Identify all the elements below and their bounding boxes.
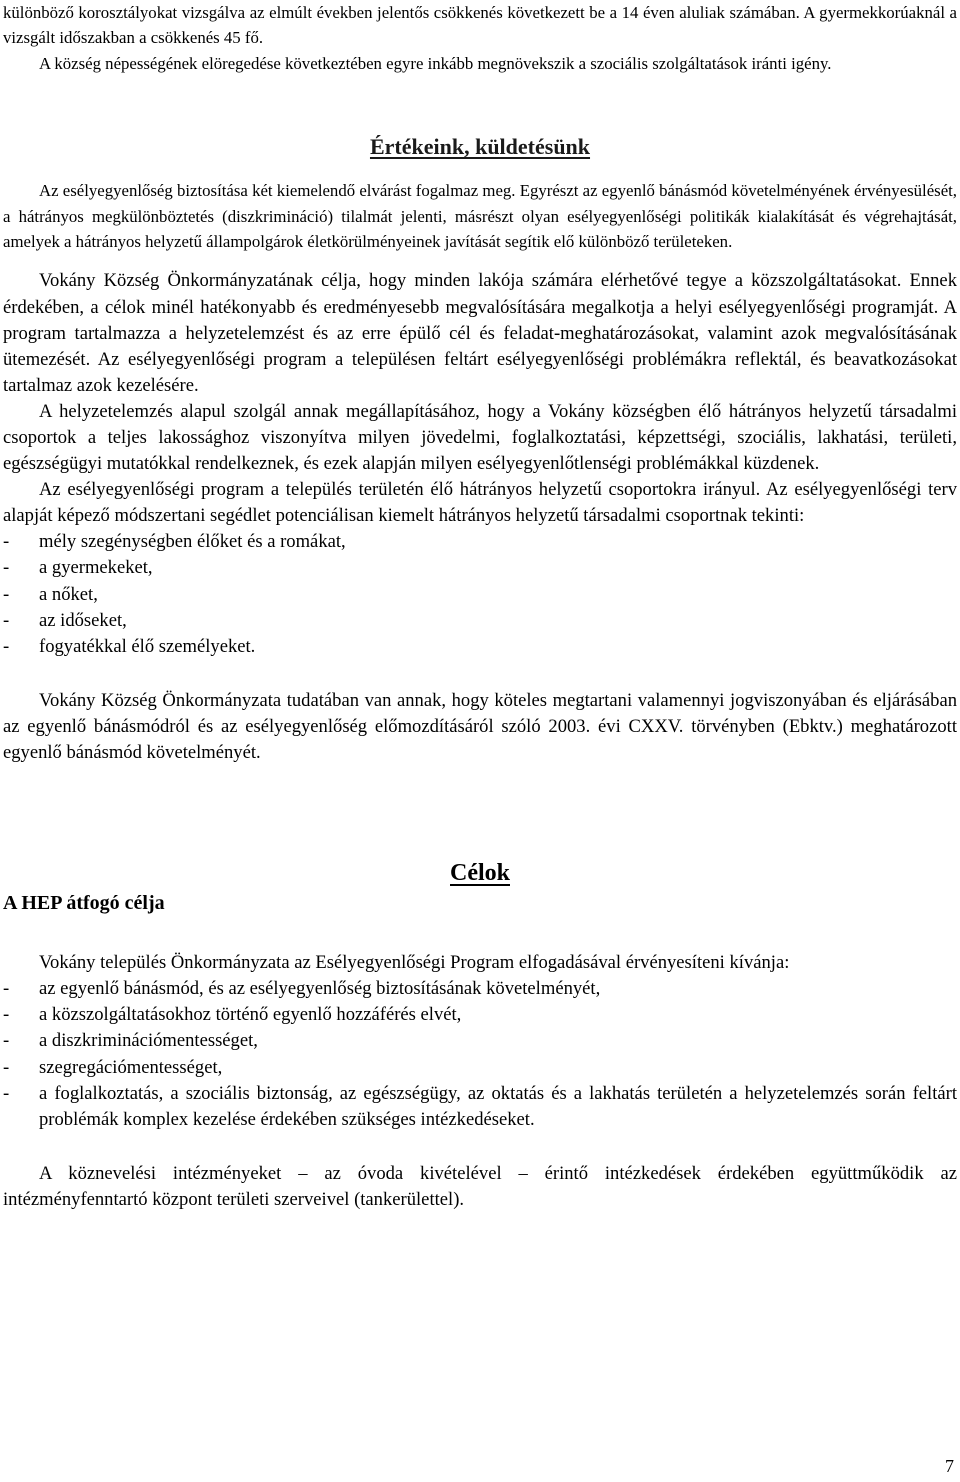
list-item: - a közszolgáltatásokhoz történő egyenlő hozzáférés elvét, bbox=[3, 1004, 462, 1026]
values-paragraph-1: Az esélyegyenlőség biztosítása két kiemelendő elvárást fogalmaz meg. Egyrészt az egyenlő bánásmód követelményének érvényesülését, a hátrányos megkülönböztetés (diszkrimináció) tilalmát jelenti, másrészt olyan esélyegyenlőségi politikák kialakítását és végrehajtását, amelyek a hátrányos helyzetű állampolgárok életkörülményeinek javítását segítik elő különböző területeken. bbox=[3, 181, 957, 252]
intro-block bbox=[3, 0, 957, 76]
intro-paragraph-2: A község népességének elöregedése következtében egyre inkább megnövekszik a szociális szolgáltatások iránti igény. bbox=[39, 53, 832, 73]
section-title-goals: Célok bbox=[450, 860, 510, 887]
goals-heading-block bbox=[3, 860, 957, 922]
goals-paragraph-1: Vokány település Önkormányzata az Esélyegyenlőségi Program elfogadásával érvényesíteni kívánja: bbox=[39, 952, 790, 974]
list-item: - szegregációmentességet, bbox=[3, 1056, 223, 1078]
list-item: - a diszkriminációmentességet, bbox=[3, 1030, 258, 1052]
goals-body-block bbox=[3, 950, 957, 1213]
goals-list bbox=[3, 976, 957, 1133]
list-item: - az időseket, bbox=[3, 609, 127, 631]
section-subtitle-hep: A HEP átfogó célja bbox=[3, 892, 165, 915]
list-item: - az egyenlő bánásmód, és az esélyegyenlőség biztosításának követelményét, bbox=[3, 978, 601, 1000]
values-paragraph-2: Vokány Község Önkormányzatának célja, hogy minden lakója számára elérhetővé tegye a közszolgáltatásokat. Ennek érdekében, a célok minél hatékonyabb és eredményesebb megvalósítására megalkotja a helyi esélyegyenlőségi programját. A program tartalmazza a helyzetelemzést és az erre épülő cél és feladat-meghatározásokat, valamint azok megvalósításának ütemezését. Az esélyegyenlőségi program a településen feltárt esélyegyenlőségi problémákra reflektál, és beavatkozásokat tartalmaz azok kezelésére. bbox=[3, 270, 957, 396]
values-paragraph-4: Az esélyegyenlőségi program a település területén élő hátrányos helyzetű csoportokra irányul. Az esélyegyenlőségi terv alapját képező módszertani segédlet potenciálisan kiemelt hátrányos helyzetű társadalmi csoportnak tekinti: bbox=[3, 479, 957, 527]
list-item: - a nőket, bbox=[3, 583, 98, 605]
list-item: - fogyatékkal élő személyeket. bbox=[3, 635, 256, 657]
values-body-block bbox=[3, 268, 957, 766]
goals-paragraph-2: A köznevelési intézményeket – az óvoda kivételével – érintő intézkedések érdekében együttműködik az intézményfenntartó központ területi szerveivel (tankerülettel). bbox=[3, 1162, 957, 1210]
groups-list bbox=[3, 529, 957, 659]
values-paragraph-5: Vokány Község Önkormányzata tudatában van annak, hogy köteles megtartani valamennyi jogviszonyában és eljárásában az egyenlő bánásmódról és az esélyegyenlőség előmozdításáról szóló 2003. évi CXXV. törvényben (Ebktv.) meghatározott egyenlő bánásmód követelményét. bbox=[3, 689, 957, 764]
section-title-values: Értékeink, küldetésünk bbox=[369, 134, 591, 160]
values-paragraph-3: A helyzetelemzés alapul szolgál annak megállapításához, hogy a Vokány községben élő hátrányos helyzetű társadalmi csoportok a teljes lakossághoz viszonyítva milyen jövedelmi, foglalkoztatási, képzettségi, szociális, lakhatási, területi, egészségügyi mutatókkal rendelkeznek, és ezek alapján milyen esélyegyenlőtlenségi problémákkal küzdenek. bbox=[3, 400, 957, 475]
list-item: - mély szegénységben élőket és a romákat, bbox=[3, 531, 346, 553]
page-number: 7 bbox=[945, 1456, 954, 1476]
values-intro-block bbox=[3, 178, 957, 254]
intro-paragraph-1: különböző korosztályokat vizsgálva az elmúlt években jelentős csökkenés következett be a 14 éven aluliak számában. A gyermekkorúaknál a vizsgált időszakban a csökkenés 45 fő. bbox=[3, 3, 957, 48]
list-item: - a foglalkoztatás, a szociális biztonság, az egészségügy, az oktatás és a lakhatás területén a helyzetelemzés során feltárt problémák komplex kezelése érdekében szükséges intézkedéseket. bbox=[3, 1082, 957, 1130]
list-item: - a gyermekeket, bbox=[3, 557, 153, 579]
